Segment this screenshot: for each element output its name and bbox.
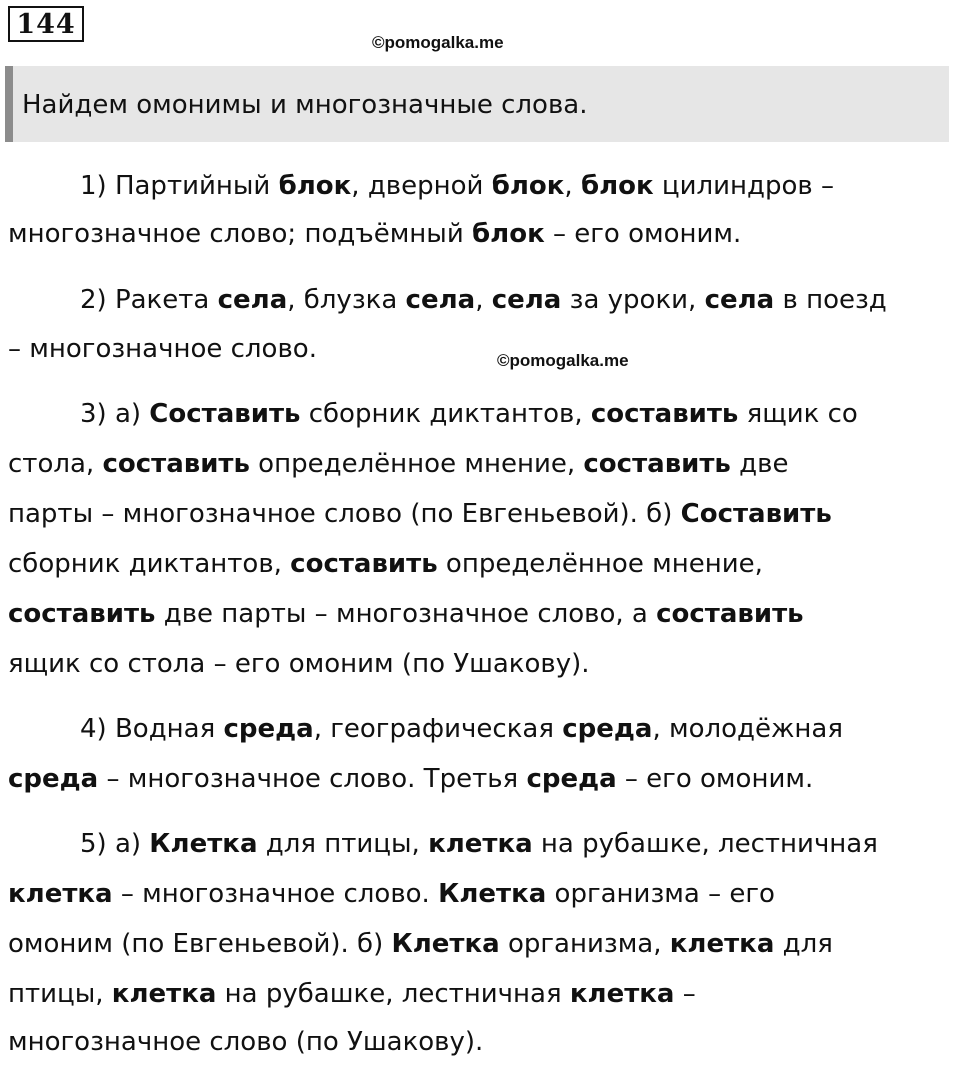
text-line — [8, 1024, 483, 1060]
highlighted-word: составить — [590, 399, 739, 429]
highlighted-word: блок — [278, 171, 352, 201]
highlighted-word: составить — [656, 599, 804, 629]
highlighted-word: села — [704, 285, 775, 315]
text-fragment: 3) а) — [80, 399, 150, 429]
text-fragment: ящик со стола – его омоним (по Ушакову). — [8, 649, 590, 679]
text-fragment: определённое мнение, — [249, 449, 584, 479]
highlighted-word: клетка — [669, 929, 775, 959]
highlighted-word: села — [491, 285, 562, 315]
text-fragment: сборник диктантов, — [300, 399, 591, 429]
text-line — [8, 496, 832, 532]
text-line — [80, 826, 878, 862]
watermark: ©pomogalka.me — [497, 351, 629, 370]
text-fragment: стола, — [8, 449, 103, 479]
text-fragment: две парты – многозначное слово, а — [155, 599, 657, 629]
text-line — [8, 876, 775, 912]
highlighted-word: составить — [8, 599, 156, 629]
text-fragment: – многозначное слово. — [112, 879, 439, 909]
highlighted-word: блок — [472, 219, 545, 249]
text-line — [80, 282, 887, 318]
heading-text: Найдем омонимы и многозначные слова. — [22, 90, 588, 120]
highlighted-word: клетка — [428, 829, 533, 859]
text-line — [8, 446, 788, 482]
highlighted-word: Клетка — [438, 879, 547, 909]
text-fragment: на рубашке, лестничная — [216, 979, 570, 1009]
text-fragment: ящик со — [738, 399, 858, 429]
text-fragment: птицы, — [8, 979, 112, 1009]
text-fragment: – его омоним. — [616, 764, 814, 794]
text-fragment: 1) Партийный — [80, 171, 279, 201]
text-line — [80, 168, 834, 204]
text-fragment: , — [564, 171, 581, 201]
text-fragment: 4) Водная — [80, 714, 224, 744]
text-line — [8, 976, 696, 1012]
text-fragment: , географическая — [313, 714, 563, 744]
text-fragment: 2) Ракета — [80, 285, 218, 315]
text-fragment: цилиндров – — [653, 171, 835, 201]
watermark: ©pomogalka.me — [372, 33, 504, 52]
text-line — [8, 646, 590, 682]
highlighted-word: клетка — [8, 879, 113, 909]
text-fragment: две — [730, 449, 789, 479]
text-fragment: организма, — [499, 929, 670, 959]
text-fragment: , — [475, 285, 492, 315]
text-line — [8, 926, 833, 962]
text-fragment: многозначное слово (по Ушакову). — [8, 1027, 484, 1057]
text-line — [8, 596, 804, 632]
text-fragment: многозначное слово; подъёмный — [8, 219, 473, 249]
text-fragment: 5) а) — [80, 829, 150, 859]
text-fragment: определённое мнение, — [437, 549, 763, 579]
highlighted-word: среда — [223, 714, 314, 744]
highlighted-word: клетка — [111, 979, 217, 1009]
text-line — [8, 331, 317, 367]
text-fragment: – многозначное слово. — [8, 334, 317, 364]
highlighted-word: среда — [526, 764, 617, 794]
text-fragment: для птицы, — [257, 829, 429, 859]
highlighted-word: Составить — [680, 499, 832, 529]
highlighted-word: составить — [583, 449, 731, 479]
highlighted-word: среда — [562, 714, 653, 744]
text-fragment: для — [774, 929, 833, 959]
text-line — [8, 216, 741, 252]
text-fragment: сборник диктантов, — [8, 549, 291, 579]
text-line — [80, 396, 858, 432]
highlighted-word: села — [217, 285, 288, 315]
text-line — [80, 711, 843, 747]
text-fragment: омоним (по Евгеньевой). б) — [8, 929, 392, 959]
highlighted-word: Клетка — [391, 929, 500, 959]
text-fragment: за уроки, — [561, 285, 705, 315]
text-fragment: , дверной — [351, 171, 492, 201]
text-fragment: на рубашке, лестничная — [532, 829, 878, 859]
highlighted-word: составить — [102, 449, 250, 479]
highlighted-word: среда — [8, 764, 99, 794]
text-fragment: парты – многозначное слово (по Евгеньевой). б) — [8, 499, 681, 529]
highlighted-word: составить — [290, 549, 438, 579]
text-fragment: организма – его — [546, 879, 775, 909]
text-fragment: , блузка — [287, 285, 406, 315]
text-fragment: – его омоним. — [544, 219, 742, 249]
highlighted-word: блок — [580, 171, 654, 201]
text-fragment: , молодёжная — [652, 714, 843, 744]
highlighted-word: Клетка — [149, 829, 258, 859]
highlighted-word: клетка — [569, 979, 675, 1009]
highlighted-word: блок — [491, 171, 565, 201]
text-fragment: в поезд — [774, 285, 887, 315]
highlighted-word: Составить — [149, 399, 301, 429]
text-line — [8, 761, 813, 797]
task-number: 144 — [8, 6, 84, 42]
text-fragment: – — [674, 979, 696, 1009]
text-fragment: – многозначное слово. Третья — [98, 764, 527, 794]
text-line — [8, 546, 763, 582]
highlighted-word: села — [405, 285, 476, 315]
